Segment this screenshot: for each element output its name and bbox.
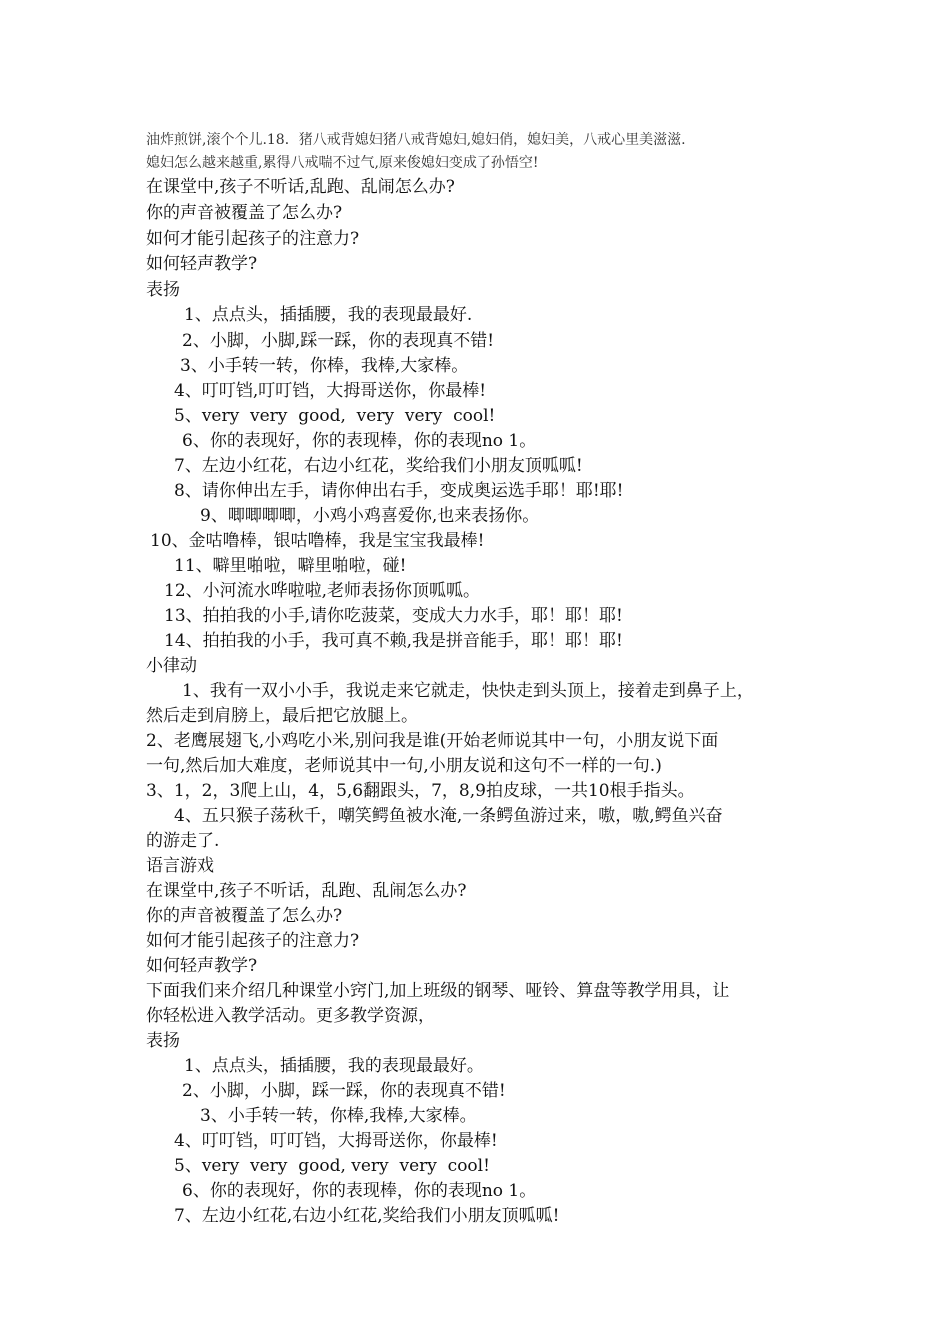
rhythm-line: 的游走了.: [146, 831, 220, 851]
praise-item: 6、你的表现好，你的表现棒，你的表现no 1。: [182, 1181, 537, 1201]
section-heading-praise: 表扬: [146, 1031, 180, 1051]
question-line: 如何才能引起孩子的注意力?: [146, 931, 360, 951]
praise-item: 1、点点头，插插腰，我的表现最最好.: [184, 305, 473, 325]
praise-item: 6、你的表现好，你的表现棒，你的表现no 1。: [182, 431, 537, 451]
praise-item: 9、唧唧唧唧，小鸡小鸡喜爱你,也来表扬你。: [200, 506, 540, 526]
rhythm-line: 一句,然后加大难度，老师说其中一句,小朋友说和这句不一样的一句.): [146, 756, 662, 776]
praise-item: 7、左边小红花，右边小红花，奖给我们小朋友顶呱呱!: [174, 456, 583, 476]
rhythm-line: 然后走到肩膀上，最后把它放腿上。: [146, 706, 418, 726]
rhythm-line: 4、五只猴子荡秋千，嘲笑鳄鱼被水淹,一条鳄鱼游过来，嗷，嗷,鳄鱼兴奋: [174, 806, 723, 826]
praise-item: 2、小脚，小脚,踩一踩，你的表现真不错!: [182, 331, 495, 351]
question-line: 你的声音被覆盖了怎么办?: [146, 906, 343, 926]
section-heading-language: 语言游戏: [146, 856, 214, 876]
praise-item: 7、左边小红花,右边小红花,奖给我们小朋友顶呱呱!: [174, 1206, 560, 1226]
praise-item: 11、噼里啪啦，噼里啪啦，碰!: [174, 556, 407, 576]
praise-item: 4、叮叮铛，叮叮铛，大拇哥送你，你最棒!: [174, 1131, 498, 1151]
praise-item: 3、小手转一转，你棒,我棒,大家棒。: [200, 1106, 477, 1126]
intro-line: 油炸煎饼,滚个个儿.18．猪八戒背媳妇猪八戒背媳妇,媳妇俏，媳妇美，八戒心里美滋滋.: [146, 132, 686, 148]
rhythm-line: 3、1，2，3爬上山，4，5,6翻跟头，7，8,9拍皮球，一共10根手指头。: [146, 781, 695, 801]
intro-2-line: 你轻松进入教学活动。更多教学资源，: [146, 1006, 435, 1026]
intro-line: 媳妇怎么越来越重,累得八戒喘不过气,原来俊媳妇变成了孙悟空!: [146, 155, 539, 171]
intro-2-line: 下面我们来介绍几种课堂小窍门,加上班级的钢琴、哑铃、算盘等教学用具，让: [146, 981, 730, 1001]
question-line: 如何轻声教学?: [146, 254, 258, 274]
praise-item: 2、小脚，小脚，踩一踩，你的表现真不错!: [182, 1081, 506, 1101]
question-line: 你的声音被覆盖了怎么办?: [146, 203, 343, 223]
section-heading-rhythm: 小律动: [146, 656, 197, 676]
praise-item: 1、点点头，插插腰，我的表现最最好。: [184, 1056, 484, 1076]
praise-item: 10、金咕噜棒，银咕噜棒，我是宝宝我最棒!: [150, 531, 485, 551]
praise-item: 5、very very good, very very cool!: [174, 1156, 490, 1176]
praise-item: 3、小手转一转，你棒，我棒,大家棒。: [180, 356, 469, 376]
praise-item: 12、小河流水哗啦啦,老师表扬你顶呱呱。: [164, 581, 481, 601]
praise-item: 5、very very good, very very cool!: [174, 406, 496, 426]
question-line: 如何才能引起孩子的注意力?: [146, 229, 360, 249]
praise-item: 14、拍拍我的小手，我可真不赖,我是拼音能手，耶！耶！耶!: [164, 631, 623, 651]
rhythm-line: 1、我有一双小小手，我说走来它就走，快快走到头顶上，接着走到鼻子上，: [182, 681, 754, 701]
question-line: 如何轻声教学?: [146, 956, 258, 976]
rhythm-line: 2、老鹰展翅飞,小鸡吃小米,别问我是谁(开始老师说其中一句，小朋友说下面: [146, 731, 719, 751]
question-line: 在课堂中,孩子不听话，乱跑、乱闹怎么办?: [146, 881, 467, 901]
praise-item: 13、拍拍我的小手,请你吃菠菜，变成大力水手，耶！耶！耶!: [164, 606, 623, 626]
question-line: 在课堂中,孩子不听话,乱跑、乱闹怎么办?: [146, 177, 455, 197]
section-heading-praise: 表扬: [146, 280, 180, 300]
praise-item: 8、请你伸出左手，请你伸出右手，变成奥运选手耶！耶!耶!: [174, 481, 624, 501]
praise-item: 4、叮叮铛,叮叮铛，大拇哥送你，你最棒!: [174, 381, 487, 401]
